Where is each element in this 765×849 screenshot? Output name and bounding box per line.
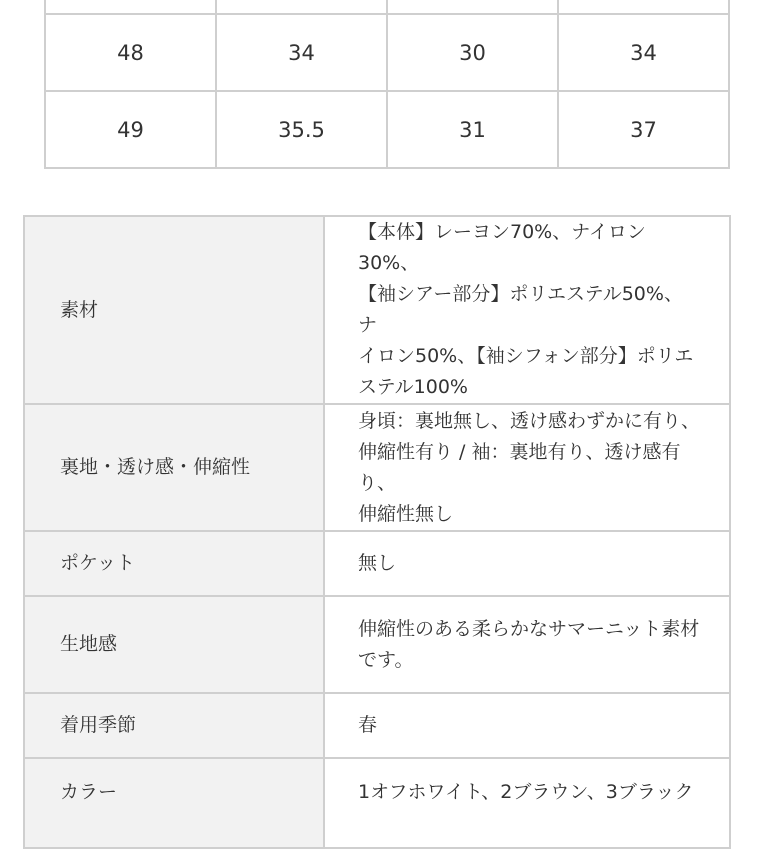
size-table-row bbox=[45, 91, 729, 168]
spec-label: 着用季節 bbox=[24, 693, 324, 758]
size-cell bbox=[45, 0, 216, 14]
spec-row-pocket bbox=[24, 531, 730, 596]
size-cell bbox=[216, 0, 387, 14]
spec-value-line: 伸縮性無し bbox=[358, 502, 454, 525]
size-cell: 34 bbox=[216, 14, 387, 91]
spec-value-line: 伸縮性有り / 袖：裏地有り、透け感有り、 bbox=[358, 440, 681, 494]
spec-value bbox=[324, 596, 730, 693]
spec-value bbox=[324, 531, 730, 596]
spec-row-fabric bbox=[24, 596, 730, 693]
size-cell bbox=[558, 0, 729, 14]
spec-value-line: 春 bbox=[358, 714, 378, 736]
spec-value-line: 【本体】レーヨン70%、ナイロン30%、 bbox=[358, 221, 646, 274]
spec-table bbox=[23, 215, 731, 849]
spec-row-material bbox=[24, 216, 730, 404]
spec-value bbox=[324, 404, 730, 531]
size-table-row bbox=[45, 0, 729, 14]
spec-label: ポケット bbox=[24, 531, 324, 596]
size-cell: 34 bbox=[558, 14, 729, 91]
spec-value-line: 1オフホワイト、2ブラウン、3ブラック bbox=[358, 781, 694, 803]
spec-value bbox=[324, 693, 730, 758]
size-table-row bbox=[45, 14, 729, 91]
spec-value-line: 伸縮性のある柔らかなサマーニット素材 bbox=[358, 617, 700, 640]
spec-label: 裏地・透け感・伸縮性 bbox=[24, 404, 324, 531]
size-cell: 30 bbox=[387, 14, 558, 91]
size-cell: 48 bbox=[45, 14, 216, 91]
size-cell: 37 bbox=[558, 91, 729, 168]
spec-value-line: です。 bbox=[358, 648, 414, 671]
size-cell bbox=[387, 0, 558, 14]
spec-value-line: イロン50%、【袖シフォン部分】ポリエ bbox=[358, 345, 694, 367]
spec-label: 素材 bbox=[24, 216, 324, 404]
spec-value bbox=[324, 758, 730, 848]
spec-label: 生地感 bbox=[24, 596, 324, 693]
spec-row-lining bbox=[24, 404, 730, 531]
spec-value-line: 【袖シアー部分】ポリエステル50%、ナ bbox=[358, 283, 683, 336]
spec-value bbox=[324, 216, 730, 404]
spec-value-line: 無し bbox=[358, 552, 397, 574]
size-cell: 49 bbox=[45, 91, 216, 168]
spec-label: カラー bbox=[24, 758, 324, 848]
spec-row-color bbox=[24, 758, 730, 848]
spec-value-line: 身頃：裏地無し、透け感わずかに有り、 bbox=[358, 409, 701, 432]
size-cell: 31 bbox=[387, 91, 558, 168]
size-cell: 35.5 bbox=[216, 91, 387, 168]
spec-row-season bbox=[24, 693, 730, 758]
spec-value-line: ステル100% bbox=[358, 376, 468, 398]
size-table bbox=[44, 0, 730, 169]
